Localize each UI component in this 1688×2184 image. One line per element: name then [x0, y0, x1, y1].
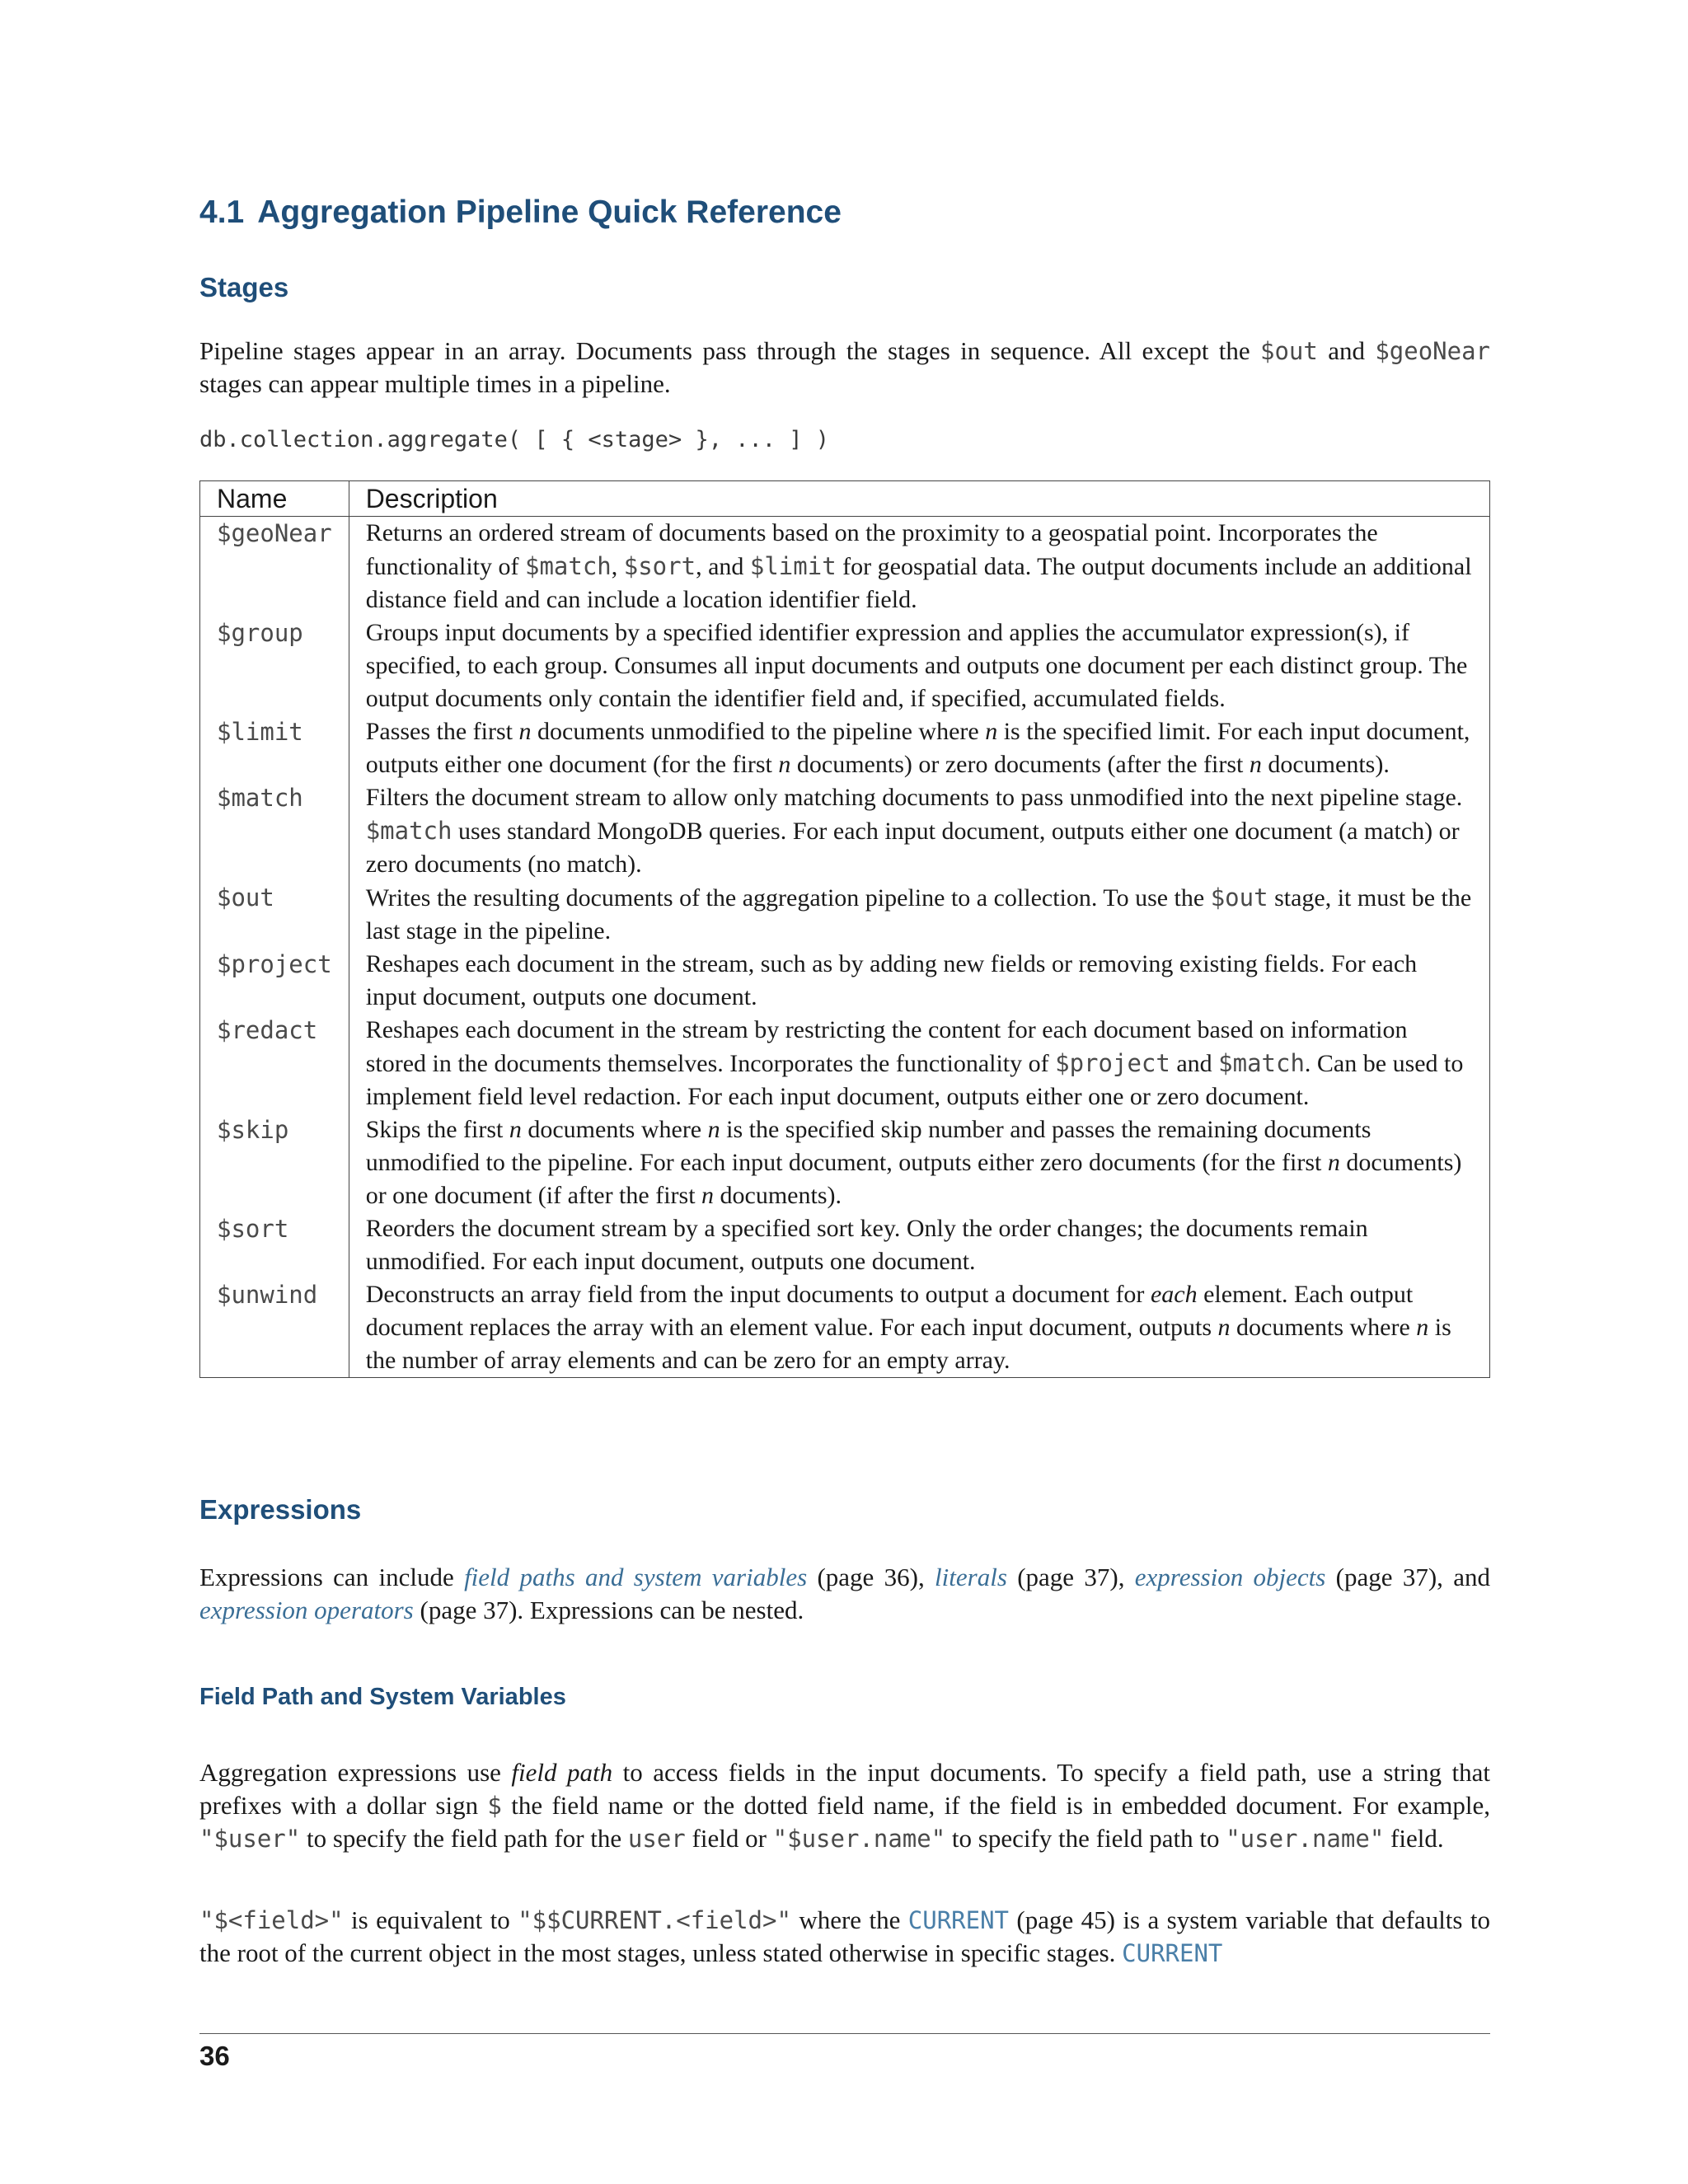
stage-description: [349, 881, 1489, 948]
stage-description: [349, 1014, 1489, 1113]
inline-code: $limit: [749, 552, 837, 580]
emphasis: each: [1150, 1281, 1198, 1308]
stage-name: $group: [200, 616, 349, 715]
description-text: documents) or one document (if after the first: [365, 1149, 1462, 1209]
description-text: ,: [611, 553, 624, 580]
emphasis: n: [1416, 1314, 1429, 1341]
description-text: documents) or zero documents (after the first: [790, 751, 1250, 778]
inline-code: $project: [1055, 1049, 1170, 1077]
inline-code-out: $out: [1260, 337, 1318, 365]
description-text: for geospatial data. The output documents include an additional distance field and can include a location identifier field.: [365, 553, 1472, 613]
intro-text: Pipeline stages appear in an array. Documents pass through the stages in sequence. All except the: [199, 336, 1261, 365]
inline-code: $sort: [623, 552, 696, 580]
table-row: [200, 715, 1490, 781]
emphasis: n: [1327, 1149, 1340, 1176]
section-title-text: Aggregation Pipeline Quick Reference: [257, 194, 842, 230]
fp-text: to access fields in the input documents. To specify a field path, use a string that prefixes with a dollar sign: [199, 1758, 1490, 1820]
stage-name: $skip: [200, 1113, 349, 1212]
link-expression-operators[interactable]: expression operators: [199, 1596, 414, 1624]
description-text: uses standard MongoDB queries. For each input document, outputs either one document (a match) or zero documents (no match).: [365, 818, 1460, 878]
emphasis: n: [778, 751, 791, 778]
expr-text: (page 37),: [1006, 1563, 1135, 1591]
inline-code-geonear: $geoNear: [1375, 337, 1490, 365]
table-row: [200, 517, 1490, 617]
table-row: [200, 781, 1490, 881]
table-row: [200, 881, 1490, 948]
description-text: Returns an ordered stream of documents based on the proximity to a geospatial point. Incorporates the functionality of: [365, 519, 1378, 580]
fp-text: the field name or the dotted field name, if the field is in embedded document. For example,: [501, 1791, 1490, 1820]
intro-text: and: [1317, 336, 1376, 365]
fp-text: where the: [790, 1905, 908, 1934]
inline-code: "$user.name": [772, 1825, 946, 1853]
stages-intro-paragraph: [199, 335, 1490, 401]
link-literals[interactable]: literals: [935, 1563, 1007, 1591]
fp-text: (page 45) is a system variable that defaults to the root of the current object in the most stages, unless stated otherwise in specific stages.: [199, 1905, 1491, 1967]
stage-description: [349, 948, 1489, 1014]
description-text: Groups input documents by a specified identifier expression and applies the accumulator expression(s), if specified, to each group. Consumes all input documents and outputs one document per each distinct group. The output documents only contain the identifier field and, if specified, accumulated fields.: [365, 619, 1468, 712]
fp-text: is equivalent to: [343, 1905, 518, 1934]
emphasis: n: [701, 1182, 715, 1209]
column-header-description: Description: [349, 481, 1489, 517]
description-text: Reshapes each document in the stream, such as by adding new fields or removing existing fields. For each input document, outputs one document.: [365, 950, 1418, 1010]
description-text: and: [1170, 1050, 1219, 1077]
stage-name: $project: [200, 948, 349, 1014]
stage-name: $redact: [200, 1014, 349, 1113]
stages-table-body: [200, 517, 1490, 1378]
intro-text: stages can appear multiple times in a pipeline.: [199, 369, 671, 398]
stage-name: $geoNear: [200, 517, 349, 617]
fp-text: Aggregation expressions use: [199, 1758, 512, 1787]
description-text: Reorders the document stream by a specified sort key. Only the order changes; the documents remain unmodified. For each input document, outputs one document.: [365, 1215, 1368, 1275]
description-text: Reshapes each document in the stream by restricting the content for each document based on information stored in the documents themselves. Incorporates the functionality of: [365, 1016, 1408, 1077]
description-text: documents).: [1261, 751, 1390, 778]
description-text: is the number of array elements and can be zero for an empty array.: [365, 1314, 1451, 1374]
stage-description: [349, 715, 1489, 781]
emphasis: n: [707, 1116, 720, 1143]
emphasis: n: [985, 718, 998, 745]
table-row: [200, 1014, 1490, 1113]
stages-heading: Stages: [199, 272, 289, 302]
field-path-heading: Field Path and System Variables: [199, 1684, 566, 1710]
fp-text: to specify the field path for the: [300, 1824, 628, 1853]
section-number: 4.1: [199, 194, 245, 230]
description-text: is the specified skip number and passes the remaining documents unmodified to the pipeline. For each input document, outputs either zero documents (for the first: [365, 1116, 1372, 1176]
stage-name: $sort: [200, 1212, 349, 1278]
section-title: [199, 194, 842, 231]
description-text: documents unmodified to the pipeline where: [531, 718, 986, 745]
description-text: Filters the document stream to allow only matching documents to pass unmodified into the next pipeline stage.: [365, 784, 1463, 811]
table-row: [200, 1212, 1490, 1278]
stage-description: [349, 781, 1489, 881]
description-text: documents).: [714, 1182, 842, 1209]
column-header-name: Name: [200, 481, 349, 517]
field-path-paragraph-1: [199, 1756, 1490, 1855]
stage-name: $out: [200, 881, 349, 948]
inline-code: user: [627, 1825, 686, 1853]
description-text: , and: [696, 553, 750, 580]
emphasis: n: [509, 1116, 522, 1143]
emphasis: n: [518, 718, 532, 745]
link-expression-objects[interactable]: expression objects: [1134, 1563, 1326, 1591]
stage-name: $limit: [200, 715, 349, 781]
stage-name: $unwind: [200, 1278, 349, 1378]
link-current[interactable]: CURRENT: [907, 1906, 1009, 1934]
description-text: Deconstructs an array field from the input documents to output a document for: [365, 1281, 1151, 1308]
inline-code: "user.name": [1226, 1825, 1385, 1853]
expr-text: (page 37), and: [1325, 1563, 1491, 1591]
expr-text: Expressions can include: [199, 1563, 465, 1591]
inline-code: "$user": [199, 1825, 301, 1853]
footer-rule: [199, 2033, 1490, 2034]
description-text: element. Each output document replaces the array with an element value. For each input document, outputs: [365, 1281, 1414, 1341]
field-path-paragraph-2: [199, 1904, 1490, 1970]
inline-code: $out: [1210, 883, 1268, 912]
code-example: db.collection.aggregate( [ { <stage> }, ... ] ): [199, 427, 830, 452]
inline-code: $match: [524, 552, 612, 580]
description-text: is the specified limit. For each input document, outputs either one document (for the first: [365, 718, 1470, 778]
expressions-paragraph: [199, 1561, 1490, 1627]
fp-text: field or: [685, 1824, 773, 1853]
emphasis: n: [1249, 751, 1262, 778]
link-field-paths[interactable]: field paths and system variables: [464, 1563, 808, 1591]
expr-text: (page 36),: [807, 1563, 935, 1591]
fp-text: to specify the field path to: [945, 1824, 1226, 1853]
description-text: Passes the first: [365, 718, 519, 745]
description-text: documents where: [1230, 1314, 1417, 1341]
link-current[interactable]: CURRENT: [1122, 1939, 1223, 1967]
expr-text: (page 37). Expressions can be nested.: [413, 1596, 804, 1624]
stage-description: [349, 1113, 1489, 1212]
description-text: stage, it must be the last stage in the pipeline.: [365, 884, 1472, 944]
stage-description: [349, 1212, 1489, 1278]
stages-table: [199, 480, 1490, 1378]
stage-description: [349, 517, 1489, 617]
inline-code: "$<field>": [199, 1906, 344, 1934]
table-row: [200, 616, 1490, 715]
table-row: [200, 948, 1490, 1014]
description-text: . Can be used to implement field level redaction. For each input document, outputs either one or zero document.: [365, 1050, 1464, 1110]
description-text: Skips the first: [365, 1116, 509, 1143]
table-row: [200, 1278, 1490, 1378]
stage-description: [349, 1278, 1489, 1378]
emphasis: n: [1217, 1314, 1231, 1341]
inline-code: $match: [1218, 1049, 1305, 1077]
description-text: documents where: [521, 1116, 708, 1143]
inline-code: "$$CURRENT.<field>": [518, 1906, 791, 1934]
inline-code: $match: [365, 817, 452, 845]
page-number: 36: [199, 2041, 230, 2071]
description-text: Writes the resulting documents of the aggregation pipeline to a collection. To use the: [365, 884, 1211, 912]
stage-name: $match: [200, 781, 349, 881]
expressions-heading: Expressions: [199, 1494, 362, 1525]
fp-emphasis: field path: [511, 1758, 613, 1787]
stage-description: [349, 616, 1489, 715]
fp-text: field.: [1384, 1824, 1444, 1853]
table-header-row: [200, 481, 1490, 517]
inline-code: $: [487, 1792, 502, 1820]
table-row: [200, 1113, 1490, 1212]
